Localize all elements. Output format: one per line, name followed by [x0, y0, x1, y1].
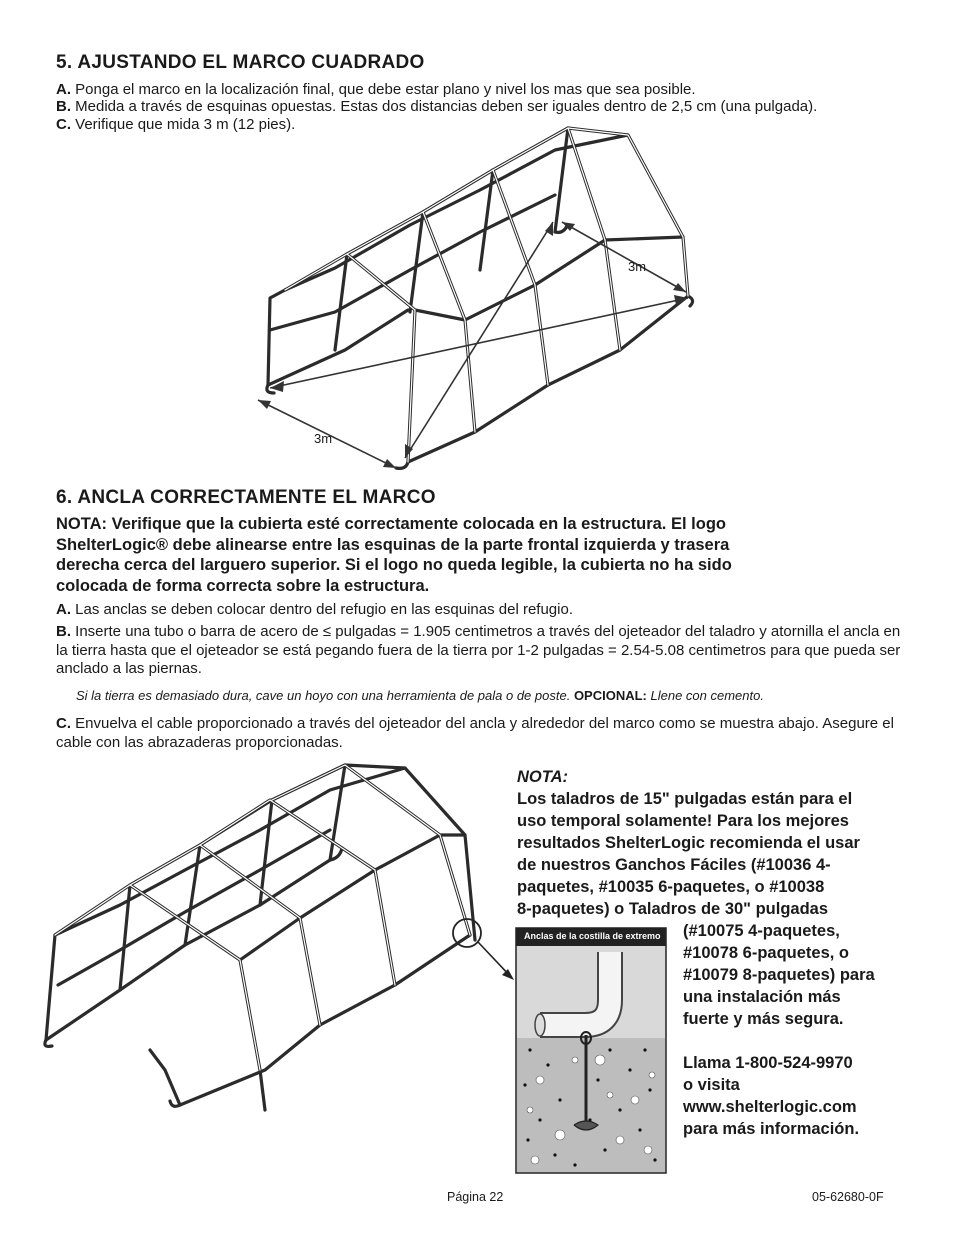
- note-line: derecha cerca del larguero superior. Si el logo no queda legible, la cubierta no ha sido: [56, 556, 732, 574]
- side-note-lower: [683, 920, 875, 1140]
- side-note-line: 8-paquetes) o Taladros de 30" pulgadas: [517, 900, 829, 918]
- side-note-line: uso temporal solamente! Para los mejores: [517, 812, 849, 830]
- side-note-heading: NOTA:: [517, 768, 569, 786]
- side-note-line: de nuestros Ganchos Fáciles (#10036 4-: [517, 856, 831, 874]
- side-note-upper: [517, 766, 860, 920]
- document-code: 05-62680-0F: [812, 1190, 884, 1204]
- side-note-line: #10079 8-paquetes) para: [683, 966, 875, 984]
- side-note-line: una instalación más: [683, 988, 841, 1006]
- frame-illustration-2: [45, 765, 475, 1110]
- step-text: Las anclas se deben colocar dentro del refugio en las esquinas del refugio.: [71, 601, 573, 618]
- step-text: Inserte una tubo o barra de acero de ≤ pulgadas = 1.905 centimetros a través del ojeteador del taladro y atornilla el ancla en la tierra hasta que el ojeteador se está pegando fuera de la tierra por 1-2 pulgadas = 2.54-5.08 centimetros para que pueda ser anclado a las piernas.: [56, 623, 901, 677]
- step-text: Ponga el marco en la localización final, que debe estar plano y nivel los mas que sea posible.: [71, 81, 696, 98]
- section-6-title: 6. ANCLA CORRECTAMENTE EL MARCO: [56, 487, 436, 508]
- width-measure-label: 3m: [628, 259, 647, 274]
- optional-label: OPCIONAL:: [573, 688, 647, 703]
- section-5-title: 5. AJUSTANDO EL MARCO CUADRADO: [56, 52, 425, 73]
- anchor-detail-box: [516, 928, 666, 1173]
- step-text: Medida a través de esquinas opuestas. Estas dos distancias deben ser iguales dentro de 2,5 cm (una pulgada).: [71, 98, 818, 115]
- step-letter: B.: [56, 623, 71, 640]
- side-note-line: Los taladros de 15" pulgadas están para el: [517, 790, 853, 808]
- optional-text: Llene con cemento.: [646, 688, 764, 703]
- side-note-line: (#10075 4-paquetes,: [683, 922, 840, 940]
- side-note-phone: Llama 1-800-524-9970: [683, 1054, 853, 1072]
- step-letter: C.: [56, 715, 71, 732]
- side-note-line: para más información.: [683, 1120, 860, 1138]
- step-text: Verifique que mida 3 m (12 pies).: [71, 116, 296, 133]
- note-line: NOTA: Verifique que la cubierta esté correctamente colocada en la estructura. El logo: [56, 515, 726, 533]
- detail-box-title: Anclas de la costilla de extremo: [524, 931, 661, 941]
- step-letter: A.: [56, 601, 71, 618]
- frame-tube-highlight-2: [55, 765, 470, 1070]
- depth-measure-label: 3m: [314, 431, 333, 446]
- side-note-line: o visita: [683, 1076, 740, 1094]
- side-note-line: paquetes, #10035 6-paquetes, o #10038: [517, 878, 825, 896]
- note-line: ShelterLogic® debe alinearse entre las esquinas de la parte frontal izquierda y trasera: [56, 535, 730, 554]
- side-note-line: fuerte y más segura.: [683, 1010, 844, 1028]
- step-letter: B.: [56, 98, 71, 115]
- page-number: Página 22: [447, 1190, 504, 1204]
- side-note-spacer: [683, 1030, 875, 1052]
- note-line: colocada de forma correcta sobre la estructura.: [56, 576, 430, 595]
- side-note-line: resultados ShelterLogic recomienda el usar: [517, 834, 860, 852]
- step-letter: A.: [56, 81, 71, 98]
- tip-text: Si la tierra es demasiado dura, cave un hoyo con una herramienta de pala o de poste.: [76, 688, 574, 703]
- side-note-line: #10078 6-paquetes, o: [683, 944, 849, 962]
- step-letter: C.: [56, 116, 71, 133]
- step-text: Envuelva el cable proporcionado a través del ojeteador del ancla y alrededor del marco como se muestra abajo. Asegure el cable con las abrazaderas proporcionadas.: [56, 715, 894, 751]
- side-note-website[interactable]: www.shelterlogic.com: [683, 1098, 857, 1116]
